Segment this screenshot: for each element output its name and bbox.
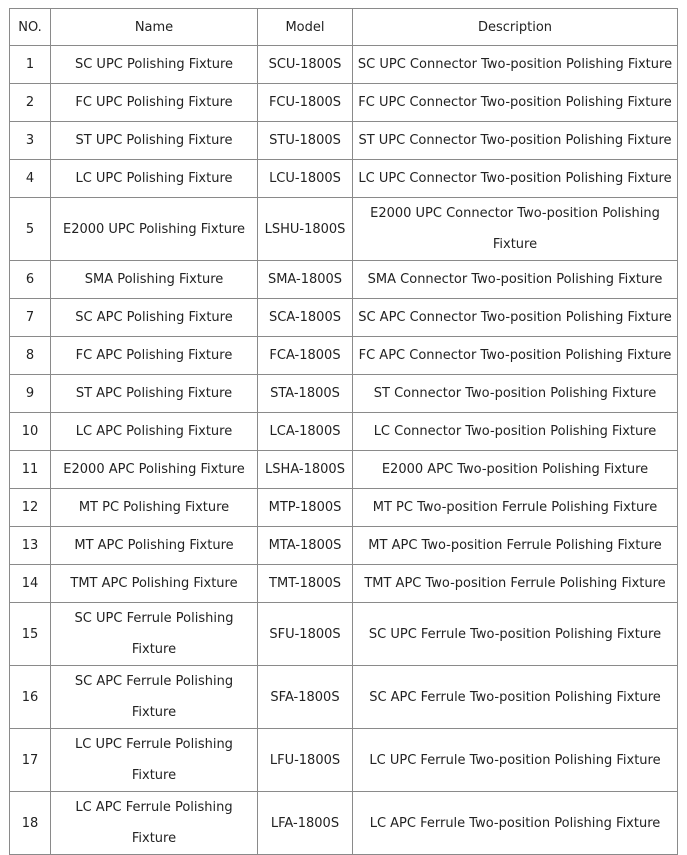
cell-description: LC APC Ferrule Two-position Polishing Fixture bbox=[353, 792, 678, 855]
cell-name: TMT APC Polishing Fixture bbox=[51, 565, 258, 603]
cell-name: SC UPC Ferrule Polishing Fixture bbox=[51, 603, 258, 666]
cell-description: LC UPC Ferrule Two-position Polishing Fixture bbox=[353, 729, 678, 792]
table-row bbox=[10, 527, 678, 565]
header-description: Description bbox=[353, 9, 678, 46]
cell-name: LC UPC Polishing Fixture bbox=[51, 160, 258, 198]
table-row bbox=[10, 122, 678, 160]
cell-no: 3 bbox=[10, 122, 51, 160]
cell-model: LFA-1800S bbox=[258, 792, 353, 855]
table-body bbox=[10, 46, 678, 855]
header-name: Name bbox=[51, 9, 258, 46]
cell-description: FC APC Connector Two-position Polishing Fixture bbox=[353, 337, 678, 375]
cell-model: SCA-1800S bbox=[258, 299, 353, 337]
cell-name: SC APC Polishing Fixture bbox=[51, 299, 258, 337]
cell-model: LSHU-1800S bbox=[258, 198, 353, 261]
cell-no: 16 bbox=[10, 666, 51, 729]
header-no: NO. bbox=[10, 9, 51, 46]
cell-name: FC APC Polishing Fixture bbox=[51, 337, 258, 375]
cell-description: SC APC Ferrule Two-position Polishing Fixture bbox=[353, 666, 678, 729]
cell-no: 17 bbox=[10, 729, 51, 792]
header-model: Model bbox=[258, 9, 353, 46]
cell-name: LC UPC Ferrule Polishing Fixture bbox=[51, 729, 258, 792]
cell-model: FCU-1800S bbox=[258, 84, 353, 122]
cell-no: 11 bbox=[10, 451, 51, 489]
table-row bbox=[10, 198, 678, 261]
cell-model: TMT-1800S bbox=[258, 565, 353, 603]
cell-description: LC Connector Two-position Polishing Fixture bbox=[353, 413, 678, 451]
cell-no: 14 bbox=[10, 565, 51, 603]
cell-no: 10 bbox=[10, 413, 51, 451]
cell-model: SMA-1800S bbox=[258, 261, 353, 299]
cell-description: SMA Connector Two-position Polishing Fixture bbox=[353, 261, 678, 299]
cell-no: 8 bbox=[10, 337, 51, 375]
cell-no: 15 bbox=[10, 603, 51, 666]
fixture-table bbox=[9, 8, 678, 855]
cell-name: SMA Polishing Fixture bbox=[51, 261, 258, 299]
cell-name: LC APC Polishing Fixture bbox=[51, 413, 258, 451]
table-row bbox=[10, 413, 678, 451]
cell-model: LCA-1800S bbox=[258, 413, 353, 451]
table-row bbox=[10, 375, 678, 413]
cell-name: E2000 APC Polishing Fixture bbox=[51, 451, 258, 489]
cell-no: 9 bbox=[10, 375, 51, 413]
cell-name: MT APC Polishing Fixture bbox=[51, 527, 258, 565]
cell-description: SC APC Connector Two-position Polishing Fixture bbox=[353, 299, 678, 337]
cell-description: SC UPC Connector Two-position Polishing Fixture bbox=[353, 46, 678, 84]
cell-description: TMT APC Two-position Ferrule Polishing Fixture bbox=[353, 565, 678, 603]
cell-description: FC UPC Connector Two-position Polishing Fixture bbox=[353, 84, 678, 122]
cell-no: 6 bbox=[10, 261, 51, 299]
cell-no: 4 bbox=[10, 160, 51, 198]
table-row bbox=[10, 666, 678, 729]
cell-model: MTP-1800S bbox=[258, 489, 353, 527]
cell-model: MTA-1800S bbox=[258, 527, 353, 565]
table-row bbox=[10, 489, 678, 527]
cell-description: MT APC Two-position Ferrule Polishing Fixture bbox=[353, 527, 678, 565]
cell-no: 2 bbox=[10, 84, 51, 122]
cell-name: SC APC Ferrule Polishing Fixture bbox=[51, 666, 258, 729]
cell-name: SC UPC Polishing Fixture bbox=[51, 46, 258, 84]
cell-model: STU-1800S bbox=[258, 122, 353, 160]
table-row bbox=[10, 84, 678, 122]
cell-description: E2000 UPC Connector Two-position Polishing Fixture bbox=[353, 198, 678, 261]
cell-model: SFA-1800S bbox=[258, 666, 353, 729]
cell-model: SCU-1800S bbox=[258, 46, 353, 84]
table-row bbox=[10, 565, 678, 603]
cell-name: ST UPC Polishing Fixture bbox=[51, 122, 258, 160]
cell-no: 7 bbox=[10, 299, 51, 337]
header-row bbox=[10, 9, 678, 46]
table-row bbox=[10, 160, 678, 198]
cell-no: 18 bbox=[10, 792, 51, 855]
table-row bbox=[10, 792, 678, 855]
cell-model: STA-1800S bbox=[258, 375, 353, 413]
cell-model: SFU-1800S bbox=[258, 603, 353, 666]
table-row bbox=[10, 451, 678, 489]
table-row bbox=[10, 261, 678, 299]
table-row bbox=[10, 729, 678, 792]
table-row bbox=[10, 337, 678, 375]
cell-description: ST UPC Connector Two-position Polishing Fixture bbox=[353, 122, 678, 160]
cell-model: FCA-1800S bbox=[258, 337, 353, 375]
cell-name: LC APC Ferrule Polishing Fixture bbox=[51, 792, 258, 855]
cell-no: 1 bbox=[10, 46, 51, 84]
cell-model: LCU-1800S bbox=[258, 160, 353, 198]
cell-no: 12 bbox=[10, 489, 51, 527]
cell-description: E2000 APC Two-position Polishing Fixture bbox=[353, 451, 678, 489]
cell-no: 5 bbox=[10, 198, 51, 261]
table-row bbox=[10, 299, 678, 337]
cell-model: LSHA-1800S bbox=[258, 451, 353, 489]
cell-description: SC UPC Ferrule Two-position Polishing Fixture bbox=[353, 603, 678, 666]
cell-no: 13 bbox=[10, 527, 51, 565]
table-row bbox=[10, 46, 678, 84]
cell-name: E2000 UPC Polishing Fixture bbox=[51, 198, 258, 261]
table-row bbox=[10, 603, 678, 666]
cell-description: LC UPC Connector Two-position Polishing Fixture bbox=[353, 160, 678, 198]
cell-description: ST Connector Two-position Polishing Fixture bbox=[353, 375, 678, 413]
cell-model: LFU-1800S bbox=[258, 729, 353, 792]
cell-description: MT PC Two-position Ferrule Polishing Fixture bbox=[353, 489, 678, 527]
cell-name: MT PC Polishing Fixture bbox=[51, 489, 258, 527]
cell-name: FC UPC Polishing Fixture bbox=[51, 84, 258, 122]
cell-name: ST APC Polishing Fixture bbox=[51, 375, 258, 413]
